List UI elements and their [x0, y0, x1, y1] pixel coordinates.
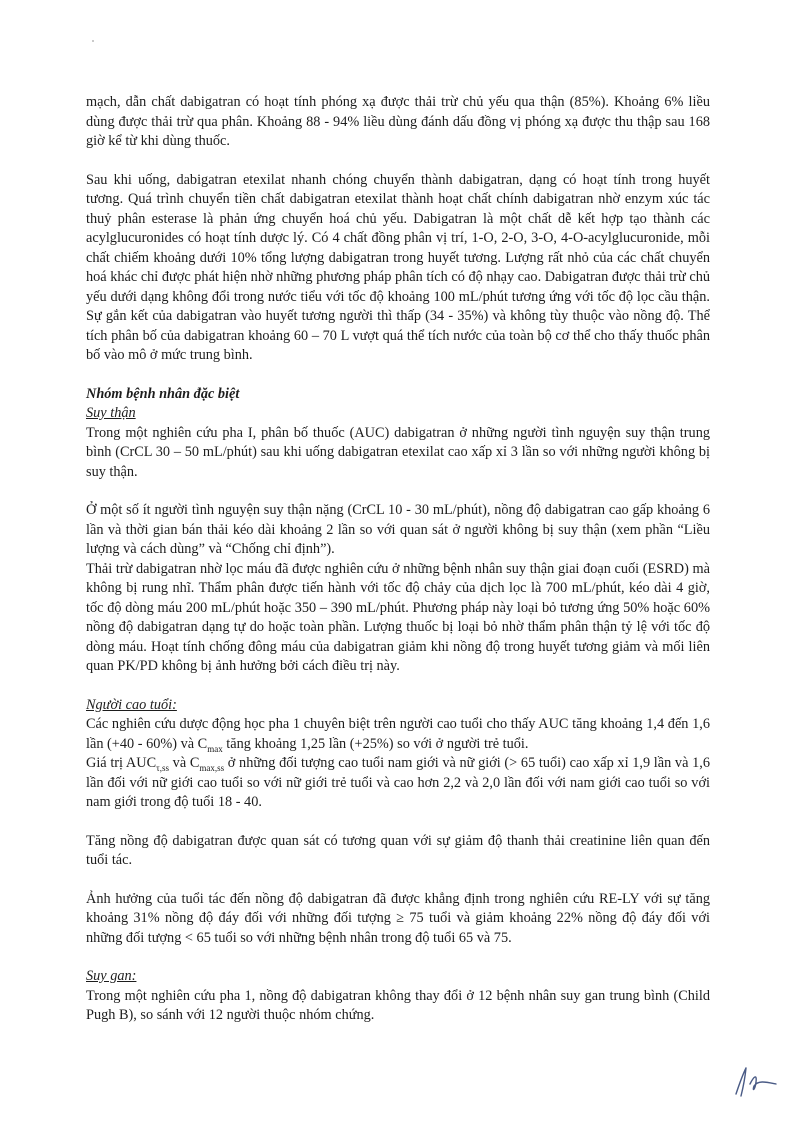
paragraph-metabolism: Sau khi uống, dabigatran etexilat nhanh chóng chuyển thành dabigatran, dạng có hoạt tính trong huyết tương. Quá trình chuyển tiền chất dabigatran etexilat thành hoạt chất chính dabigatran nhờ enzym xúc tác thuỷ phân esterase là phản ứng chuyển hoá chủ yếu. Dabigatran là một chất dễ kết hợp tạo thành các acylglucuronides có hoạt tính dược lý. Có 4 chất đồng phân vị trí, 1-O, 2-O, 3-O, 4-O-acylglucuronide, mỗi chất chiếm khoảng dưới 10% tổng lượng dabigatran trong huyết tương. Lượng rất nhỏ của các chất chuyển hoá khác chỉ được phát hiện nhờ những phương pháp phân tích có độ nhạy cao. Dabigatran được thải trừ chủ yếu dưới dạng không đổi trong nước tiểu với tốc độ khoảng 100 mL/phút tương ứng với tốc độ lọc cầu thận. Sự gắn kết của dabigatran vào huyết tương người thì thấp (34 - 35%) và không tùy thuộc vào nồng độ. Thể tích phân bố của dabigatran khoảng 60 – 70 L vượt quá thể tích nước của toàn bộ cơ thể cho thấy thuốc phân bố vào mô ở mức trung bình.	[86, 171, 710, 363]
paragraph-re-ly: Ảnh hưởng của tuổi tác đến nồng độ dabigatran đã được khẳng định trong nghiên cứu RE-LY với sự tăng khoảng 31% nồng độ đáy đối với những đối tượng ≥ 75 tuổi và giảm khoảng 22% nồng độ đáy đối với những đối tượng < 65 tuổi so với những bệnh nhân trong độ tuổi 65 và 75.	[86, 890, 710, 946]
paragraph-renal-severe: Ở một số ít người tình nguyện suy thận nặng (CrCL 10 - 30 mL/phút), nồng độ dabigatran cao gấp khoảng 6 lần và thời gian bán thải kéo dài khoảng 2 lần so với quan sát ở người không bị suy thận (xem phần “Liều lượng và cách dùng” và “Chống chỉ định”).	[86, 502, 710, 557]
document-page	[86, 93, 710, 1026]
paragraph-creatinine: Tăng nồng độ dabigatran được quan sát có tương quan với sự giảm độ thanh thải creatinine liên quan đến tuổi tác.	[86, 832, 710, 868]
paragraph-elderly-pk: Các nghiên cứu dược động học pha 1 chuyên biệt trên người cao tuổi cho thấy AUC tăng khoảng 1,4 đến 1,6 lần (+40 - 60%) và $C_{max}$ tăng khoảng 1,25 lần (+25%) so với ở người trẻ tuổi.	[86, 716, 710, 754]
paragraph-hepatic: Trong một nghiên cứu pha 1, nồng độ dabigatran không thay đổi ở 12 bệnh nhân suy gan trung bình (Child Pugh B), so sánh với 12 người thuộc nhóm chứng.	[86, 987, 710, 1023]
paragraph-renal-moderate: Trong một nghiên cứu pha I, phân bố thuốc (AUC) dabigatran ở những người tình nguyện suy thận trung bình (CrCL 30 – 50 mL/phút) sau khi uống dabigatran etexilat cao xấp xỉ 3 lần so với những người không bị suy thận.	[86, 424, 710, 480]
scan-speck	[92, 40, 94, 42]
handwritten-initials-icon	[730, 1062, 780, 1102]
subheading-renal-impairment: Suy thận	[86, 405, 136, 421]
section-title-special-populations: Nhóm bệnh nhân đặc biệt	[86, 385, 240, 402]
paragraph-dialysis: Thải trừ dabigatran nhờ lọc máu đã được nghiên cứu ở những bệnh nhân suy thận giai đoạn cuối (ESRD) mà không bị rung nhĩ. Thẩm phân được tiến hành với tốc độ chảy của dịch lọc là 700 mL/phút, kéo dài 4 giờ, tốc độ dòng máu 200 mL/phút hoặc 350 – 390 mL/phút. Phương pháp này loại bỏ tương ứng 50% hoặc 60% nồng độ dabigatran dạng tự do hoặc toàn phần. Lượng thuốc bị loại bỏ nhờ thẩm phân thận tỷ lệ với tốc độ dòng máu. Hoạt tính chống đông máu của dabigatran giảm khi nồng độ trong huyết tương giảm và mối liên quan PK/PD không bị ảnh hưởng bởi cách điều trị này.	[86, 560, 710, 674]
subheading-elderly: Người cao tuổi:	[86, 696, 177, 713]
paragraph-excretion: mạch, dẫn chất dabigatran có hoạt tính phóng xạ được thải trừ chủ yếu qua thận (85%). Khoảng 6% liều dùng được thải trừ qua phân. Khoảng 88 - 94% liều dùng đánh dấu đồng vị phóng xạ được thu thập sau 168 giờ kể từ khi dùng thuốc.	[86, 94, 710, 149]
subheading-hepatic-impairment: Suy gan:	[86, 968, 137, 984]
paragraph-elderly-auc: Giá trị $AUC_{\tau,ss}$ và $C_{max,ss}$ ở những đối tượng cao tuổi nam giới và nữ giới (> 65 tuổi) cao xấp xỉ 1,9 lần và 1,6 lần đối với nữ giới cao tuổi so với nữ giới trẻ tuổi và cao hơn 2,2 và 2,0 lần đối với nam giới cao tuổi so với nam giới trong độ tuổi 18 - 40.	[86, 755, 710, 810]
